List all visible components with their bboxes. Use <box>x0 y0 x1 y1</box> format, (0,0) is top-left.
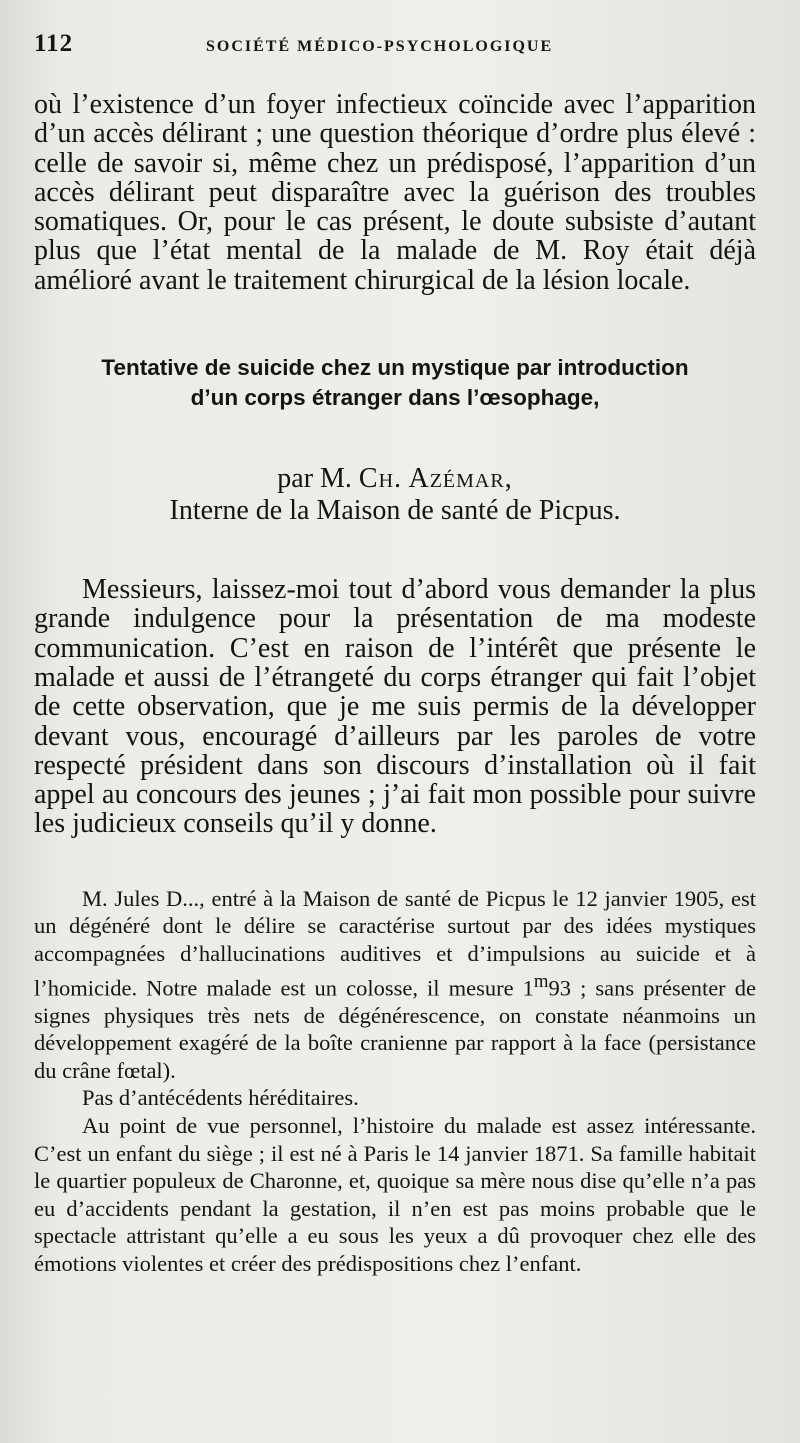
byline-prefix: par M. <box>277 463 352 495</box>
observation-paragraph-2: Pas d’antécédents héréditaires. <box>82 1085 359 1111</box>
observation-paragraph-3: Au point de vue personnel, l’histoire du malade est assez intéressante. C’est un enfant du siège ; il est né à Paris le 14 janvier 1871. Sa famille habitait le quartier populeux de Charonne, et, quoique sa mère nous dise qu’elle n’a pas eu d’accidents pendant la gestation, il n’en est pas moins probable que le spectacle attristant qu’elle a eu sous les yeux a dû provoquer chez elle des émotions violentes et créer des prédispositions chez l’enfant. <box>34 1113 756 1276</box>
author-name: Ch. Azémar, <box>358 463 513 495</box>
running-head-title: SOCIÉTÉ MÉDICO-PSYCHOLOGIQUE <box>206 38 554 55</box>
article-title-line-1: Tentative de suicide chez un mystique par introduction <box>101 355 689 381</box>
byline <box>34 463 756 495</box>
continuation-paragraph: où l’existence d’un foyer infectieux coïncide avec l’apparition d’un accès délirant ; une question théorique d’ordre plus élevé : celle de savoir si, même chez un prédisposé, l’apparition d’un accès délirant peut disparaître avec la guérison des troubles somatiques. Or, pour le cas présent, le doute subsiste d’autant plus que l’état mental de la malade de M. Roy était déjà amélioré avant le traitement chirurgical de la lésion locale. <box>34 89 756 296</box>
observation-text-b: 93 ; sans présenter de signes physiques très nets de dégénérescence, on constate néanmoins un développement exagéré de la boîte cranienne par rapport à la face (persistance du crâne fœtal). <box>34 975 756 1083</box>
page-number: 112 <box>34 30 74 57</box>
article-title <box>34 353 756 413</box>
observation-text-a: M. Jules D..., entré à la Maison de santé de Picpus le 12 janvier 1905, est un dégénéré dont le délire se caractérise surtout par des idées mystiques accompagnées d’hallucinations auditives et d’impulsions au suicide et à l’homicide. Notre malade est un colosse, il mesure 1 <box>34 885 756 1001</box>
observation-paragraph-1 <box>34 885 756 1085</box>
article-title-line-2: d’un corps étranger dans l’œsophage, <box>190 385 600 411</box>
unit-superscript: m <box>533 970 549 992</box>
running-head <box>34 30 756 64</box>
author-affiliation: Interne de la Maison de santé de Picpus. <box>169 495 621 527</box>
intro-paragraph: Messieurs, laissez-moi tout d’abord vous demander la plus grande indulgence pour la présentation de ma modeste communication. C’est en raison de l’intérêt que présente le malade et aussi de l’étrangeté du corps étranger qui fait l’objet de cette observation, que je me suis permis de la développer devant vous, encouragé d’ailleurs par les paroles de votre respecté président dans son discours d’installation où il fait appel au concours des jeunes ; j’ai fait mon possible pour suivre les judicieux conseils qu’il y donne. <box>34 574 756 840</box>
